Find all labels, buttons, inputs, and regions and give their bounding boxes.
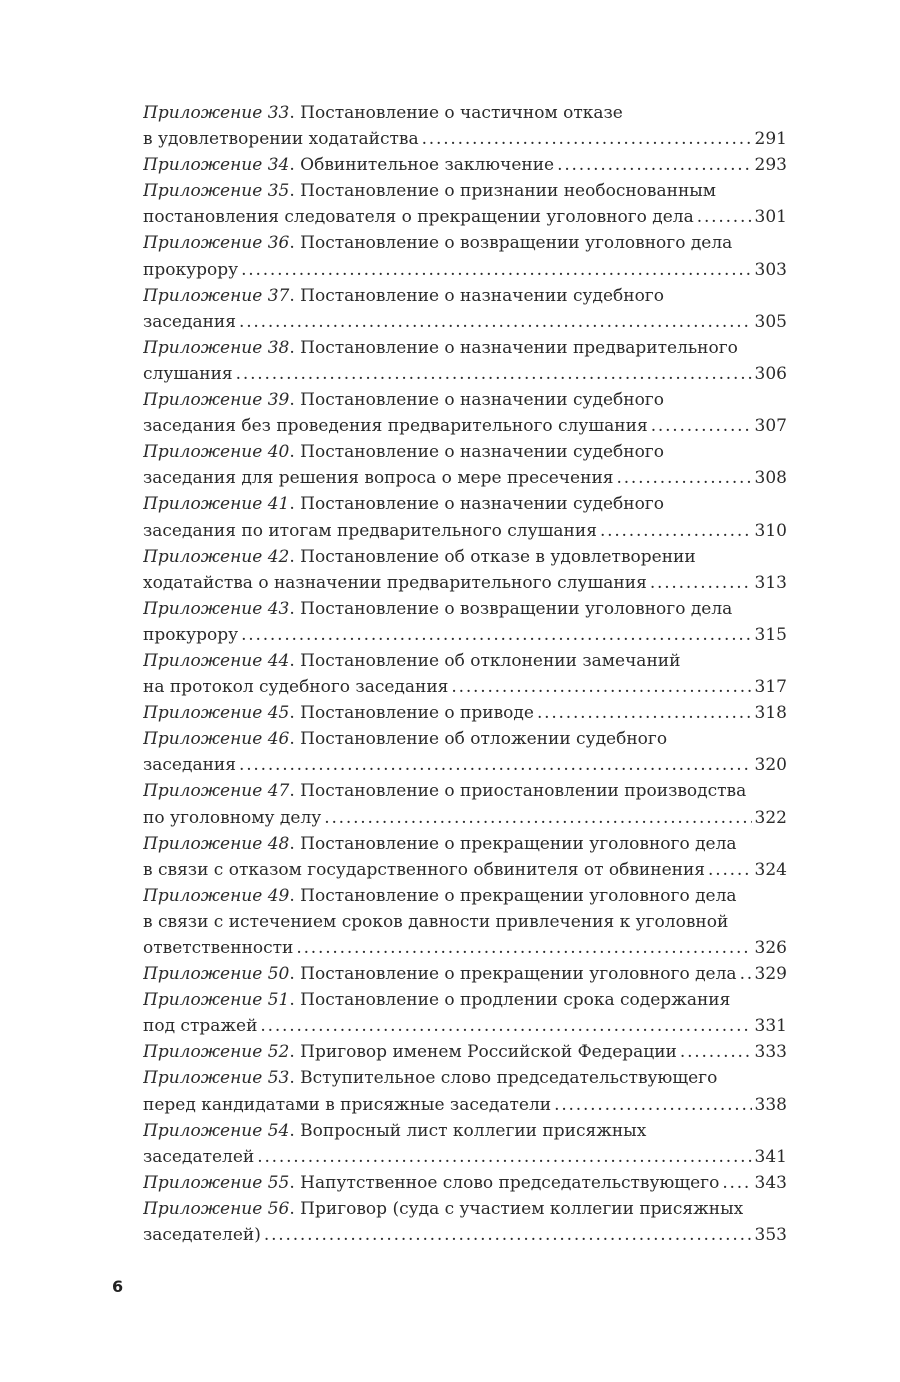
appendix-word: Приложение — [143, 703, 263, 724]
toc-entry[interactable] — [143, 883, 787, 961]
toc-entry-text: Приложение 42. Постановление об отказе в удовлетворении — [143, 546, 696, 567]
toc-entry-text: Приложение 33. Постановление о частичном отказе — [143, 103, 623, 123]
appendix-label — [143, 494, 289, 514]
dot-leader — [260, 1013, 751, 1039]
dot-leader — [708, 857, 752, 883]
appendix-number: 54 — [267, 1120, 290, 1141]
toc-entry[interactable] — [143, 230, 787, 282]
appendix-label — [143, 1042, 289, 1062]
page-ref: 353 — [754, 1225, 787, 1246]
appendix-word: Приложение — [143, 1172, 263, 1193]
page-ref: 343 — [754, 1172, 787, 1193]
toc-entry[interactable] — [143, 831, 787, 883]
appendix-label — [143, 286, 289, 306]
toc-entry-line — [143, 1092, 787, 1118]
toc-entry[interactable] — [143, 1118, 787, 1170]
toc-entry[interactable] — [143, 439, 787, 491]
page-ref: 291 — [754, 129, 787, 150]
toc-entry-text: Приложение 36. Постановление о возвращении уголовного дела — [143, 233, 733, 254]
dot-leader — [241, 622, 751, 648]
appendix-label — [143, 599, 289, 619]
toc-entry-text — [143, 1013, 257, 1039]
page-ref: 322 — [754, 807, 787, 828]
dot-leader — [239, 309, 752, 335]
appendix-label — [143, 990, 289, 1010]
dot-leader — [554, 1092, 751, 1118]
appendix-label — [143, 886, 289, 906]
dot-leader — [740, 961, 752, 987]
toc-entry-line — [143, 674, 787, 700]
page-ref: 293 — [754, 155, 787, 176]
toc-entry-line — [143, 596, 787, 622]
appendix-word: Приложение — [143, 650, 263, 671]
page-ref: 307 — [754, 416, 787, 437]
toc-entry-line — [143, 857, 787, 883]
appendix-word: Приложение — [143, 181, 263, 202]
appendix-number: 48 — [267, 833, 290, 854]
entry-title: прокурору — [143, 624, 239, 645]
appendix-word: Приложение — [143, 103, 263, 123]
dot-leader — [697, 204, 752, 230]
dot-leader — [236, 361, 752, 387]
page-ref: 331 — [754, 1016, 787, 1037]
appendix-word: Приложение — [143, 990, 263, 1011]
dot-leader — [651, 413, 752, 439]
toc-entry-text: Приложение 38. Постановление о назначении предварительного — [143, 337, 738, 358]
appendix-word: Приложение — [143, 1120, 263, 1141]
dot-leader — [264, 1222, 752, 1248]
page-ref: 326 — [754, 938, 787, 958]
toc-entry-line — [143, 805, 787, 831]
toc-entry-line — [143, 1013, 787, 1039]
entry-title: Постановление о назначении судебного — [300, 285, 664, 306]
toc-entry[interactable] — [143, 700, 787, 726]
toc-entry-line — [143, 622, 787, 648]
entry-title: Напутственное слово председательствующего — [300, 1172, 720, 1193]
toc-entry-line — [143, 778, 787, 804]
entry-title: ходатайства о назначении предварительного слушания — [143, 572, 647, 593]
toc-entry[interactable] — [143, 283, 787, 335]
appendix-word: Приложение — [143, 494, 263, 515]
toc-entry-line — [143, 883, 787, 909]
appendix-label — [143, 703, 289, 723]
toc-entry-line — [143, 831, 787, 857]
dot-leader — [241, 257, 751, 283]
entry-title: Постановление о приостановлении производства — [300, 781, 747, 802]
toc-entry-line — [143, 961, 787, 987]
toc-entry-text: Приложение 50. Постановление о прекращении уголовного дела — [143, 964, 737, 985]
appendix-label — [143, 155, 289, 175]
page-ref: 306 — [754, 363, 787, 384]
toc-entry[interactable] — [143, 987, 787, 1039]
entry-title: Приговор (суда с участием коллегии присяжных — [300, 1198, 744, 1219]
appendix-number: 40 — [267, 442, 290, 463]
appendix-number: 42 — [267, 546, 290, 567]
appendix-word: Приложение — [143, 546, 263, 567]
toc-entry-text — [143, 1092, 551, 1118]
dot-leader — [617, 465, 752, 491]
toc-entry-line — [143, 335, 787, 361]
toc-entry[interactable] — [143, 491, 787, 543]
appendix-word: Приложение — [143, 1198, 263, 1219]
entry-title: Постановление о назначении судебного — [300, 494, 664, 515]
appendix-number: 43 — [267, 598, 290, 619]
toc-entry-line — [143, 361, 787, 387]
table-of-contents — [143, 100, 787, 1248]
entry-title: заседания по итогам предварительного слушания — [143, 520, 597, 541]
toc-entry-text — [143, 1222, 261, 1248]
appendix-word: Приложение — [143, 885, 263, 906]
dot-leader — [600, 518, 752, 544]
toc-entry[interactable] — [143, 387, 787, 439]
toc-entry-text — [143, 622, 238, 648]
entry-title: Постановление о назначении судебного — [300, 442, 664, 463]
entry-title: заседания — [143, 755, 236, 776]
toc-entry[interactable] — [143, 1170, 787, 1196]
entry-title: на протокол судебного заседания — [143, 677, 449, 698]
entry-title: перед кандидатами в присяжные заседатели — [143, 1094, 552, 1115]
appendix-word: Приложение — [143, 1042, 263, 1063]
appendix-word: Приложение — [143, 964, 263, 985]
toc-entry-text — [143, 126, 419, 152]
toc-entry[interactable] — [143, 648, 787, 700]
toc-entry-line — [143, 1118, 787, 1144]
toc-entry-text: Приложение 54. Вопросный лист коллегии присяжных — [143, 1120, 647, 1141]
toc-entry-line — [143, 413, 787, 439]
dot-leader — [324, 805, 751, 831]
toc-entry-text: Приложение 37. Постановление о назначении судебного — [143, 285, 664, 306]
toc-entry[interactable] — [143, 100, 787, 152]
appendix-number: 44 — [267, 650, 290, 671]
page-ref: 308 — [754, 468, 787, 489]
toc-entry-text — [143, 465, 614, 491]
appendix-label — [143, 1199, 289, 1219]
toc-entry-text: Приложение 40. Постановление о назначении судебного — [143, 442, 664, 463]
entry-title: Постановление о назначении судебного — [300, 390, 664, 411]
appendix-number: 39 — [267, 390, 290, 411]
dot-leader — [451, 674, 751, 700]
page-ref: 315 — [754, 624, 787, 645]
dot-leader — [722, 1170, 751, 1196]
toc-entry[interactable] — [143, 152, 787, 178]
toc-entry[interactable] — [143, 178, 787, 230]
toc-entry-line — [143, 1144, 787, 1170]
appendix-label — [143, 547, 289, 567]
toc-entry-line — [143, 204, 787, 230]
toc-entry-text: Приложение 35. Постановление о признании необоснованным — [143, 181, 717, 202]
toc-entry-text — [143, 752, 236, 778]
appendix-label — [143, 1068, 289, 1088]
appendix-word: Приложение — [143, 1068, 263, 1089]
toc-entry-text: Приложение 55. Напутственное слово председательствующего — [143, 1172, 720, 1193]
toc-entry-line — [143, 126, 787, 152]
entry-title: Постановление о возвращении уголовного дела — [300, 233, 733, 254]
entry-title: заседателей — [143, 1146, 255, 1167]
entry-title: Постановление об отложении судебного — [300, 729, 668, 750]
appendix-number: 50 — [267, 964, 290, 985]
toc-entry-line — [143, 1196, 787, 1222]
entry-title: Вступительное слово председательствующего — [300, 1068, 718, 1089]
dot-leader — [537, 700, 752, 726]
appendix-number: 47 — [267, 781, 290, 802]
toc-entry-line — [143, 648, 787, 674]
toc-entry-text: Приложение 44. Постановление об отклонении замечаний — [143, 650, 681, 671]
entry-title: Постановление о прекращении уголовного дела — [300, 885, 737, 906]
toc-entry-line — [143, 570, 787, 596]
page-ref: 333 — [754, 1042, 787, 1063]
entry-title: Постановление о признании необоснованным — [300, 181, 717, 202]
appendix-label — [143, 233, 289, 253]
toc-entry-line — [143, 987, 787, 1013]
entry-title: заседания — [143, 311, 236, 332]
page-ref: 338 — [754, 1094, 787, 1115]
appendix-number: 53 — [267, 1068, 290, 1089]
toc-entry[interactable] — [143, 1196, 787, 1248]
appendix-number: 52 — [267, 1042, 290, 1063]
appendix-word: Приложение — [143, 337, 263, 358]
appendix-word: Приложение — [143, 285, 263, 306]
toc-entry-text: Приложение 41. Постановление о назначении судебного — [143, 494, 664, 515]
page-ref: 301 — [754, 207, 787, 228]
toc-entry[interactable] — [143, 961, 787, 987]
entry-title: Постановление о прекращении уголовного дела — [300, 833, 737, 854]
appendix-number: 38 — [267, 337, 290, 358]
dot-leader — [680, 1039, 752, 1065]
appendix-number: 36 — [267, 233, 290, 254]
page-ref: 324 — [754, 859, 787, 880]
toc-entry-text: Приложение 43. Постановление о возвращении уголовного дела — [143, 598, 733, 619]
appendix-label — [143, 964, 289, 984]
toc-entry-text: Приложение 39. Постановление о назначении судебного — [143, 390, 664, 411]
toc-entry-line — [143, 700, 787, 726]
entry-title: прокурору — [143, 259, 239, 280]
page-ref: 341 — [754, 1146, 787, 1167]
dot-leader — [296, 935, 751, 961]
dot-leader — [257, 1144, 751, 1170]
toc-entry-text — [143, 361, 233, 387]
toc-entry-line — [143, 178, 787, 204]
entry-title: под стражей — [143, 1016, 258, 1037]
appendix-label — [143, 1121, 289, 1141]
toc-entry-line — [143, 1170, 787, 1196]
toc-entry-text: Приложение 34. Обвинительное заключение — [143, 155, 555, 176]
entry-title: Постановление о приводе — [300, 703, 534, 724]
page-ref: 318 — [754, 703, 787, 724]
page-ref: 329 — [754, 964, 787, 985]
appendix-number: 51 — [267, 990, 290, 1011]
toc-entry-text — [143, 570, 647, 596]
appendix-label — [143, 729, 289, 749]
appendix-number: 55 — [267, 1172, 290, 1193]
toc-entry-line — [143, 283, 787, 309]
toc-entry-text — [143, 935, 293, 961]
appendix-number: 46 — [267, 729, 290, 750]
appendix-label — [143, 103, 289, 123]
dot-leader — [557, 152, 751, 178]
toc-entry-line — [143, 935, 787, 961]
dot-leader — [650, 570, 752, 596]
appendix-number: 34 — [267, 155, 290, 176]
appendix-label — [143, 442, 289, 462]
page-number: 6 — [112, 1277, 124, 1296]
appendix-word: Приложение — [143, 390, 263, 411]
toc-entry-line — [143, 387, 787, 413]
toc-entry-text: Приложение 46. Постановление об отложении судебного — [143, 729, 668, 750]
appendix-label — [143, 834, 289, 854]
appendix-number: 45 — [267, 703, 290, 724]
appendix-label — [143, 781, 289, 801]
toc-entry-text — [143, 857, 705, 883]
entry-title: Постановление о назначении предварительного — [300, 337, 738, 358]
entry-title: в связи с отказом государственного обвинителя от обвинения — [143, 859, 706, 880]
page-ref: 320 — [754, 755, 787, 776]
appendix-word: Приложение — [143, 233, 263, 254]
toc-entry[interactable] — [143, 1039, 787, 1065]
toc-entry-line — [143, 257, 787, 283]
toc-entry-text: Приложение 52. Приговор именем Российской Федерации — [143, 1042, 677, 1063]
appendix-number: 41 — [267, 494, 290, 515]
toc-entry[interactable] — [143, 726, 787, 778]
toc-entry-text — [143, 518, 597, 544]
entry-title: Вопросный лист коллегии присяжных — [300, 1120, 647, 1141]
toc-entry-text — [143, 413, 648, 439]
toc-entry-text: Приложение 45. Постановление о приводе — [143, 703, 534, 724]
dot-leader — [239, 752, 752, 778]
toc-entry[interactable] — [143, 778, 787, 830]
toc-entry-line — [143, 518, 787, 544]
page-ref: 303 — [754, 259, 787, 280]
page-ref: 313 — [754, 572, 787, 593]
entry-title: Постановление о продлении срока содержания — [300, 990, 731, 1011]
toc-entry-text — [143, 309, 236, 335]
toc-entry-line — [143, 439, 787, 465]
toc-entry-text: Приложение 56. Приговор (суда с участием коллегии присяжных — [143, 1198, 744, 1219]
page-ref: 317 — [754, 677, 787, 698]
toc-entry-line — [143, 544, 787, 570]
appendix-number: 35 — [267, 181, 290, 202]
toc-entry-text — [143, 805, 321, 831]
toc-entry[interactable] — [143, 1065, 787, 1117]
toc-entry-line — [143, 1039, 787, 1065]
entry-title: постановления следователя о прекращении уголовного дела — [143, 207, 694, 228]
appendix-word: Приложение — [143, 598, 263, 619]
appendix-word: Приложение — [143, 442, 263, 463]
entry-title: заседателей) — [143, 1225, 261, 1246]
appendix-label — [143, 338, 289, 358]
toc-entry-line — [143, 309, 787, 335]
toc-entry-text — [143, 257, 238, 283]
appendix-label — [143, 1173, 289, 1193]
entry-title: в связи с истечением сроков давности привлечения к уголовной — [143, 911, 729, 932]
appendix-number: 33 — [267, 103, 290, 123]
entry-title: Постановление о частичном отказе — [300, 103, 623, 123]
entry-title: заседания без проведения предварительного слушания — [143, 416, 648, 437]
appendix-word: Приложение — [143, 729, 263, 750]
toc-entry[interactable] — [143, 335, 787, 387]
toc-entry-line — [143, 152, 787, 178]
entry-title: Обвинительное заключение — [300, 155, 555, 176]
entry-title: заседания для решения вопроса о мере пресечения — [143, 468, 614, 489]
appendix-label — [143, 390, 289, 410]
toc-entry-line — [143, 752, 787, 778]
toc-entry-text: Приложение 49. Постановление о прекращении уголовного дела — [143, 885, 737, 906]
toc-entry-line — [143, 465, 787, 491]
page-ref: 310 — [754, 520, 787, 541]
entry-title: Постановление об отклонении замечаний — [300, 650, 681, 671]
toc-entry-text — [143, 912, 728, 932]
appendix-word: Приложение — [143, 833, 263, 854]
dot-leader — [422, 126, 752, 152]
entry-title: Постановление о возвращении уголовного дела — [300, 598, 733, 619]
toc-entry-line — [143, 909, 787, 935]
toc-entry-line — [143, 230, 787, 256]
toc-entry-line — [143, 726, 787, 752]
appendix-number: 49 — [267, 885, 290, 906]
toc-entry[interactable] — [143, 544, 787, 596]
toc-entry-text: Приложение 53. Вступительное слово председательствующего — [143, 1068, 718, 1089]
toc-entry-text — [143, 674, 448, 700]
entry-title: по уголовному делу — [143, 807, 322, 828]
appendix-label — [143, 651, 289, 671]
toc-entry[interactable] — [143, 596, 787, 648]
toc-entry-text: Приложение 51. Постановление о продлении срока содержания — [143, 990, 731, 1011]
toc-entry-line — [143, 491, 787, 517]
page-ref: 305 — [754, 311, 787, 332]
toc-entry-line — [143, 1065, 787, 1091]
appendix-word: Приложение — [143, 781, 263, 802]
appendix-word: Приложение — [143, 155, 263, 176]
entry-title: ответственности — [143, 938, 294, 958]
toc-entry-line — [143, 100, 787, 126]
appendix-number: 37 — [267, 285, 290, 306]
toc-entry-text: Приложение 47. Постановление о приостановлении производства — [143, 781, 747, 802]
entry-title: Постановление о прекращении уголовного дела — [300, 964, 737, 985]
toc-entry-text — [143, 204, 694, 230]
appendix-label — [143, 181, 289, 201]
entry-title: в удовлетворении ходатайства — [143, 129, 419, 150]
toc-entry-text: Приложение 48. Постановление о прекращении уголовного дела — [143, 833, 737, 854]
entry-title: слушания — [143, 363, 233, 384]
toc-entry-text — [143, 1144, 254, 1170]
entry-title: Постановление об отказе в удовлетворении — [300, 546, 696, 567]
entry-title: Приговор именем Российской Федерации — [300, 1042, 677, 1063]
appendix-number: 56 — [267, 1198, 290, 1219]
toc-entry-line — [143, 1222, 787, 1248]
